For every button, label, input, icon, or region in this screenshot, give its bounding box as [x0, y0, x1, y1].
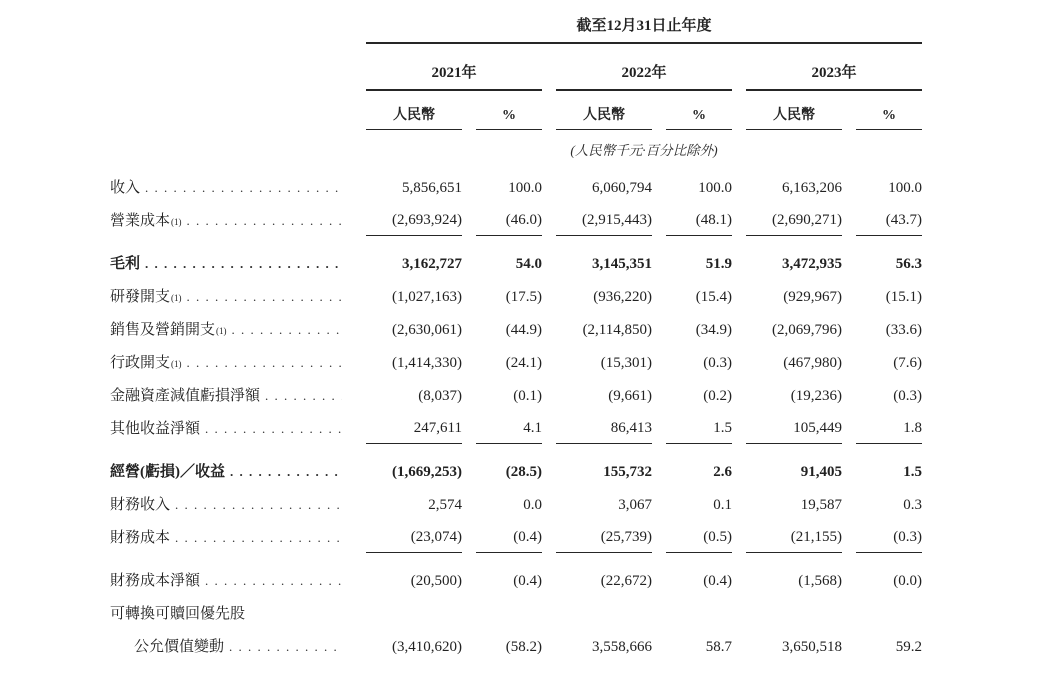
value-cell: (2,630,061): [392, 322, 462, 338]
value-cell: (1,568): [798, 573, 842, 589]
value-cell: 59.2: [895, 639, 922, 655]
row-label-text: 經營(虧損)／收益: [110, 464, 225, 480]
row-label-text: 行政開支: [110, 355, 171, 371]
subheader-percent: %: [856, 95, 922, 130]
table-row: [110, 520, 922, 553]
value-cell: 6,060,794: [592, 180, 652, 196]
row-label: [110, 176, 352, 203]
value-cell: 1.5: [903, 464, 922, 480]
dot-leader: [265, 388, 342, 405]
dot-leader: [229, 639, 342, 656]
value-cell: (34.9): [695, 322, 732, 338]
value-cell: (929,967): [783, 289, 842, 305]
value-cell: 0.1: [713, 497, 732, 513]
value-cell: (2,114,850): [582, 322, 652, 338]
row-label: [110, 460, 352, 487]
dot-leader: [145, 256, 342, 273]
dot-leader: [205, 421, 342, 438]
value-cell: (21,155): [746, 529, 842, 553]
table-row: [110, 312, 922, 345]
table-row: [110, 246, 922, 279]
period-header: 截至12月31日止年度: [366, 14, 922, 44]
value-cell: 3,472,935: [782, 256, 842, 272]
table-row: [110, 411, 922, 444]
value-cell: (1,669,253): [392, 464, 462, 480]
value-cell: 0.3: [903, 497, 922, 513]
table-row: [110, 454, 922, 487]
value-cell: (1,027,163): [392, 289, 462, 305]
value-cell: (3,410,620): [392, 639, 462, 655]
value-cell: 56.3: [895, 256, 922, 272]
subheader-currency: 人民幣: [746, 91, 842, 130]
dot-leader: [187, 213, 342, 230]
value-cell: 247,611: [366, 420, 462, 444]
table-row: [110, 203, 922, 236]
value-cell: 54.0: [515, 256, 542, 272]
year-header-2023: 2023年: [746, 50, 922, 91]
value-cell: 51.9: [705, 256, 732, 272]
row-label: [110, 252, 352, 279]
value-cell: (0.3): [893, 388, 922, 404]
value-cell: (936,220): [593, 289, 652, 305]
value-cell: (28.5): [505, 464, 542, 480]
dot-leader: [187, 355, 342, 372]
value-cell: (2,690,271): [746, 212, 842, 236]
value-cell: (44.9): [505, 322, 542, 338]
row-label-text: 金融資產減值虧損淨額: [110, 388, 261, 404]
dot-leader: [175, 530, 342, 547]
unit-note: (人民幣千元·百分比除外): [570, 143, 718, 158]
value-cell: (19,236): [790, 388, 842, 404]
row-label-text: 財務成本淨額: [110, 573, 201, 589]
value-cell: 100.0: [508, 180, 542, 196]
table-row: [110, 345, 922, 378]
table-row: [110, 279, 922, 312]
table-row: [110, 563, 922, 596]
value-cell: (58.2): [505, 639, 542, 655]
value-cell: (25,739): [556, 529, 652, 553]
value-cell: (48.1): [666, 212, 732, 236]
subheader-percent: %: [666, 95, 732, 130]
row-label-text: 研發開支: [110, 289, 171, 305]
row-label: [110, 384, 352, 411]
table-row: [110, 629, 922, 662]
dot-leader: [145, 180, 342, 197]
year-header-2022: 2022年: [556, 50, 732, 91]
value-cell: (2,693,924): [366, 212, 462, 236]
value-cell: (20,500): [410, 573, 462, 589]
value-cell: 19,587: [800, 497, 842, 513]
value-cell: 1.5: [666, 420, 732, 444]
value-cell: (0.4): [513, 573, 542, 589]
table-row: [110, 378, 922, 411]
value-cell: (23,074): [366, 529, 462, 553]
row-label-text: 營業成本: [110, 213, 171, 229]
row-label: [110, 635, 352, 662]
table-header-year-row: [110, 50, 922, 91]
row-label: [110, 569, 352, 596]
value-cell: 105,449: [746, 420, 842, 444]
year-header-2021: 2021年: [366, 50, 542, 91]
subheader-percent: %: [476, 95, 542, 130]
subheader-currency: 人民幣: [556, 91, 652, 130]
value-cell: (0.2): [703, 388, 732, 404]
value-cell: (15,301): [600, 355, 652, 371]
value-cell: (17.5): [505, 289, 542, 305]
value-cell: (2,069,796): [772, 322, 842, 338]
value-cell: 3,558,666: [592, 639, 652, 655]
dot-leader: [232, 322, 342, 339]
dot-leader: [175, 497, 342, 514]
row-label-text: 收入: [110, 180, 141, 196]
row-label-text: 公允價值變動: [134, 639, 225, 655]
row-label-text: 可轉換可贖回優先股: [110, 606, 246, 622]
table-row: [110, 487, 922, 520]
value-cell: (8,037): [418, 388, 462, 404]
row-label: [110, 526, 352, 553]
unit-note-row: [110, 130, 922, 161]
value-cell: 5,856,651: [402, 180, 462, 196]
value-cell: 3,145,351: [592, 256, 652, 272]
row-label: 研發開支 (1) . . .: [110, 285, 352, 312]
table-row: [110, 170, 922, 203]
row-label-text: 財務成本: [110, 530, 171, 546]
table-header-subcolumn-row: [110, 91, 922, 130]
value-cell: 1.8: [856, 420, 922, 444]
value-cell: 3,067: [618, 497, 652, 513]
value-cell: 100.0: [698, 180, 732, 196]
value-cell: 0.0: [523, 497, 542, 513]
row-label: 營業成本 (1) . . .: [110, 209, 352, 236]
value-cell: (0.1): [513, 388, 542, 404]
value-cell: (43.7): [856, 212, 922, 236]
value-cell: 100.0: [888, 180, 922, 196]
row-label: [110, 602, 352, 629]
table-header-period-row: [110, 14, 922, 44]
value-cell: (7.6): [893, 355, 922, 371]
value-cell: (1,414,330): [392, 355, 462, 371]
table-row: [110, 596, 922, 629]
value-cell: 86,413: [556, 420, 652, 444]
row-label-text: 其他收益淨額: [110, 421, 201, 437]
value-cell: (46.0): [476, 212, 542, 236]
row-label: 行政開支 (1) . . .: [110, 351, 352, 378]
value-cell: (0.3): [703, 355, 732, 371]
row-label-text: 毛利: [110, 256, 141, 272]
value-cell: 2.6: [713, 464, 732, 480]
subheader-currency: 人民幣: [366, 91, 462, 130]
value-cell: 91,405: [800, 464, 842, 480]
dot-leader: [205, 573, 342, 590]
value-cell: (33.6): [885, 322, 922, 338]
value-cell: (15.4): [695, 289, 732, 305]
value-cell: 155,732: [603, 464, 652, 480]
value-cell: (0.0): [893, 573, 922, 589]
value-cell: (0.4): [476, 529, 542, 553]
dot-leader: [187, 289, 342, 306]
value-cell: (467,980): [783, 355, 842, 371]
value-cell: (0.4): [703, 573, 732, 589]
row-label: [110, 493, 352, 520]
row-label: 銷售及營銷開支 (1) . . .: [110, 318, 352, 345]
value-cell: (0.3): [856, 529, 922, 553]
value-cell: (9,661): [608, 388, 652, 404]
table-body: [110, 170, 922, 662]
value-cell: 4.1: [476, 420, 542, 444]
value-cell: (2,915,443): [556, 212, 652, 236]
value-cell: 58.7: [705, 639, 732, 655]
value-cell: 2,574: [428, 497, 462, 513]
value-cell: (15.1): [885, 289, 922, 305]
value-cell: (24.1): [505, 355, 542, 371]
value-cell: 3,162,727: [402, 256, 462, 272]
row-label: [110, 417, 352, 444]
value-cell: (0.5): [666, 529, 732, 553]
value-cell: 3,650,518: [782, 639, 842, 655]
row-label-text: 銷售及營銷開支: [110, 322, 216, 338]
value-cell: (22,672): [600, 573, 652, 589]
row-label-text: 財務收入: [110, 497, 171, 513]
dot-leader: [230, 464, 342, 481]
value-cell: 6,163,206: [782, 180, 842, 196]
financial-table: [110, 14, 922, 662]
